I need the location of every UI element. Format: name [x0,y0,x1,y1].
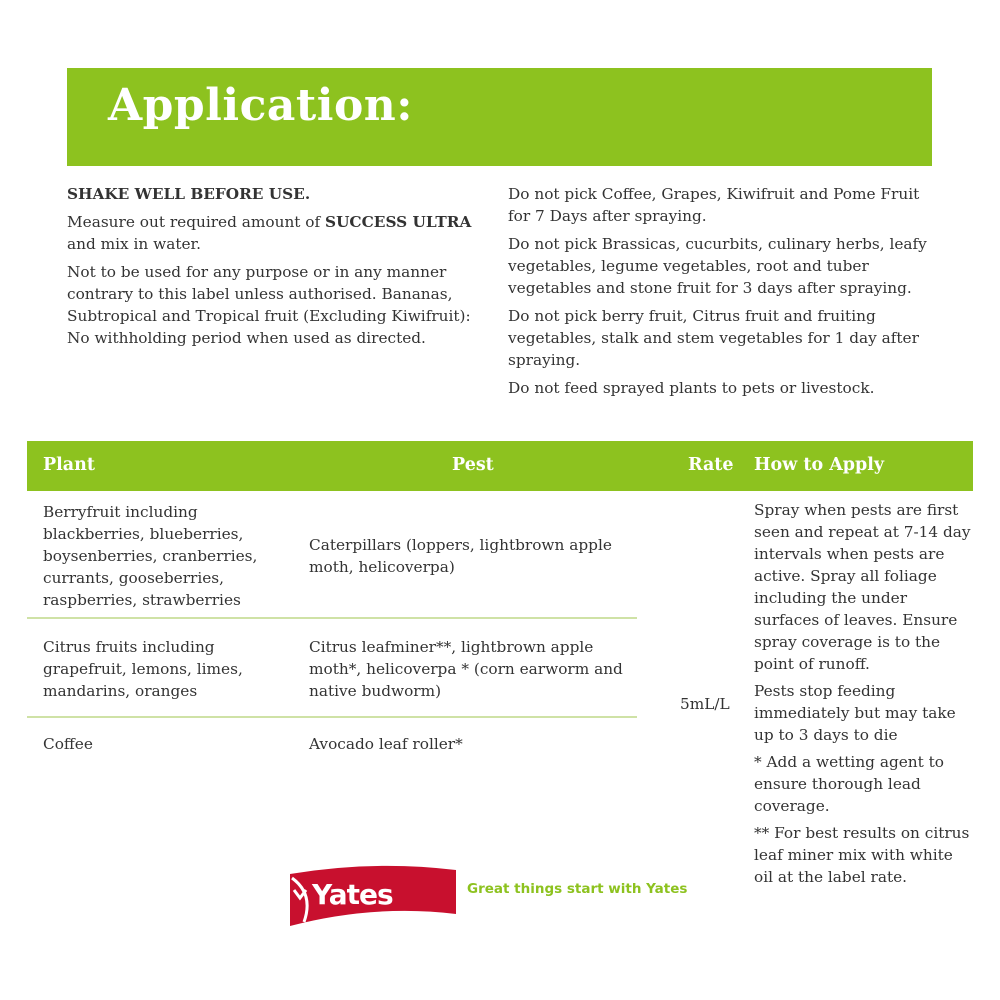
how-citrus-tip: ** For best results on citrus leaf miner mix with white oil at the label rate. [754,824,970,886]
row-divider [27,617,637,619]
withholding-1-day: Do not pick berry fruit, Citrus fruit and fruiting vegetables, stalk and stem vegetables for 1 day after spraying. [508,307,919,369]
row-1-plant: Berryfruit including blackberries, blueberries, boysenberries, cranberries, currants, gooseberries, raspberries, strawberries [43,503,258,609]
header-how-to-apply: How to Apply [754,455,885,475]
row-2-pest: Citrus leafminer**, lightbrown apple moth*, helicoverpa * (corn earworm and native budworm) [309,638,623,700]
measure-instruction: Measure out required amount of SUCCESS ULTRA and mix in water. [67,213,472,253]
table-header [27,441,973,491]
row-3-plant: Coffee [43,735,93,753]
yates-logo [284,864,459,930]
withholding-3-days: Do not pick Brassicas, cucurbits, culinary herbs, leafy vegetables, legume vegetables, root and tuber vegetables and stone fruit for 3 days after spraying. [508,235,927,297]
header-rate: Rate [688,455,734,475]
instructions-left [67,183,492,355]
rate-value: 5mL/L [680,695,730,713]
row-divider [27,716,637,718]
header-plant: Plant [43,455,95,475]
product-name: SUCCESS ULTRA [325,213,472,231]
tagline: Great things start with Yates [467,881,688,897]
logo-wordmark: Yates [312,878,393,911]
header-pest: Pest [452,455,494,475]
row-3-pest: Avocado leaf roller* [309,735,463,753]
how-to-apply [754,499,976,893]
withholding-periods [508,183,938,405]
how-pests-stop: Pests stop feeding immediately but may take up to 3 days to die [754,682,956,744]
application-banner [67,68,932,166]
usage-restriction: Not to be used for any purpose or in any manner contrary to this label unless authorised. Bananas, Subtropical and Tropical fruit (Excluding Kiwifruit): No withholding period when used as directed. [67,263,471,347]
banner-title: Application: [108,80,414,131]
how-wetting-agent: * Add a wetting agent to ensure thorough lead coverage. [754,753,945,815]
row-2-plant: Citrus fruits including grapefruit, lemons, limes, mandarins, oranges [43,638,243,700]
withholding-7-days: Do not pick Coffee, Grapes, Kiwifruit and Pome Fruit for 7 Days after spraying. [508,185,920,225]
livestock-warning: Do not feed sprayed plants to pets or livestock. [508,379,875,397]
shake-notice: SHAKE WELL BEFORE USE. [67,185,311,203]
row-1-pest: Caterpillars (loppers, lightbrown apple moth, helicoverpa) [309,536,612,576]
how-spray: Spray when pests are first seen and repeat at 7-14 day intervals when pests are active. Spray all foliage including the under surfaces of leaves. Ensure spray coverage is to the point of runoff. [754,501,971,673]
